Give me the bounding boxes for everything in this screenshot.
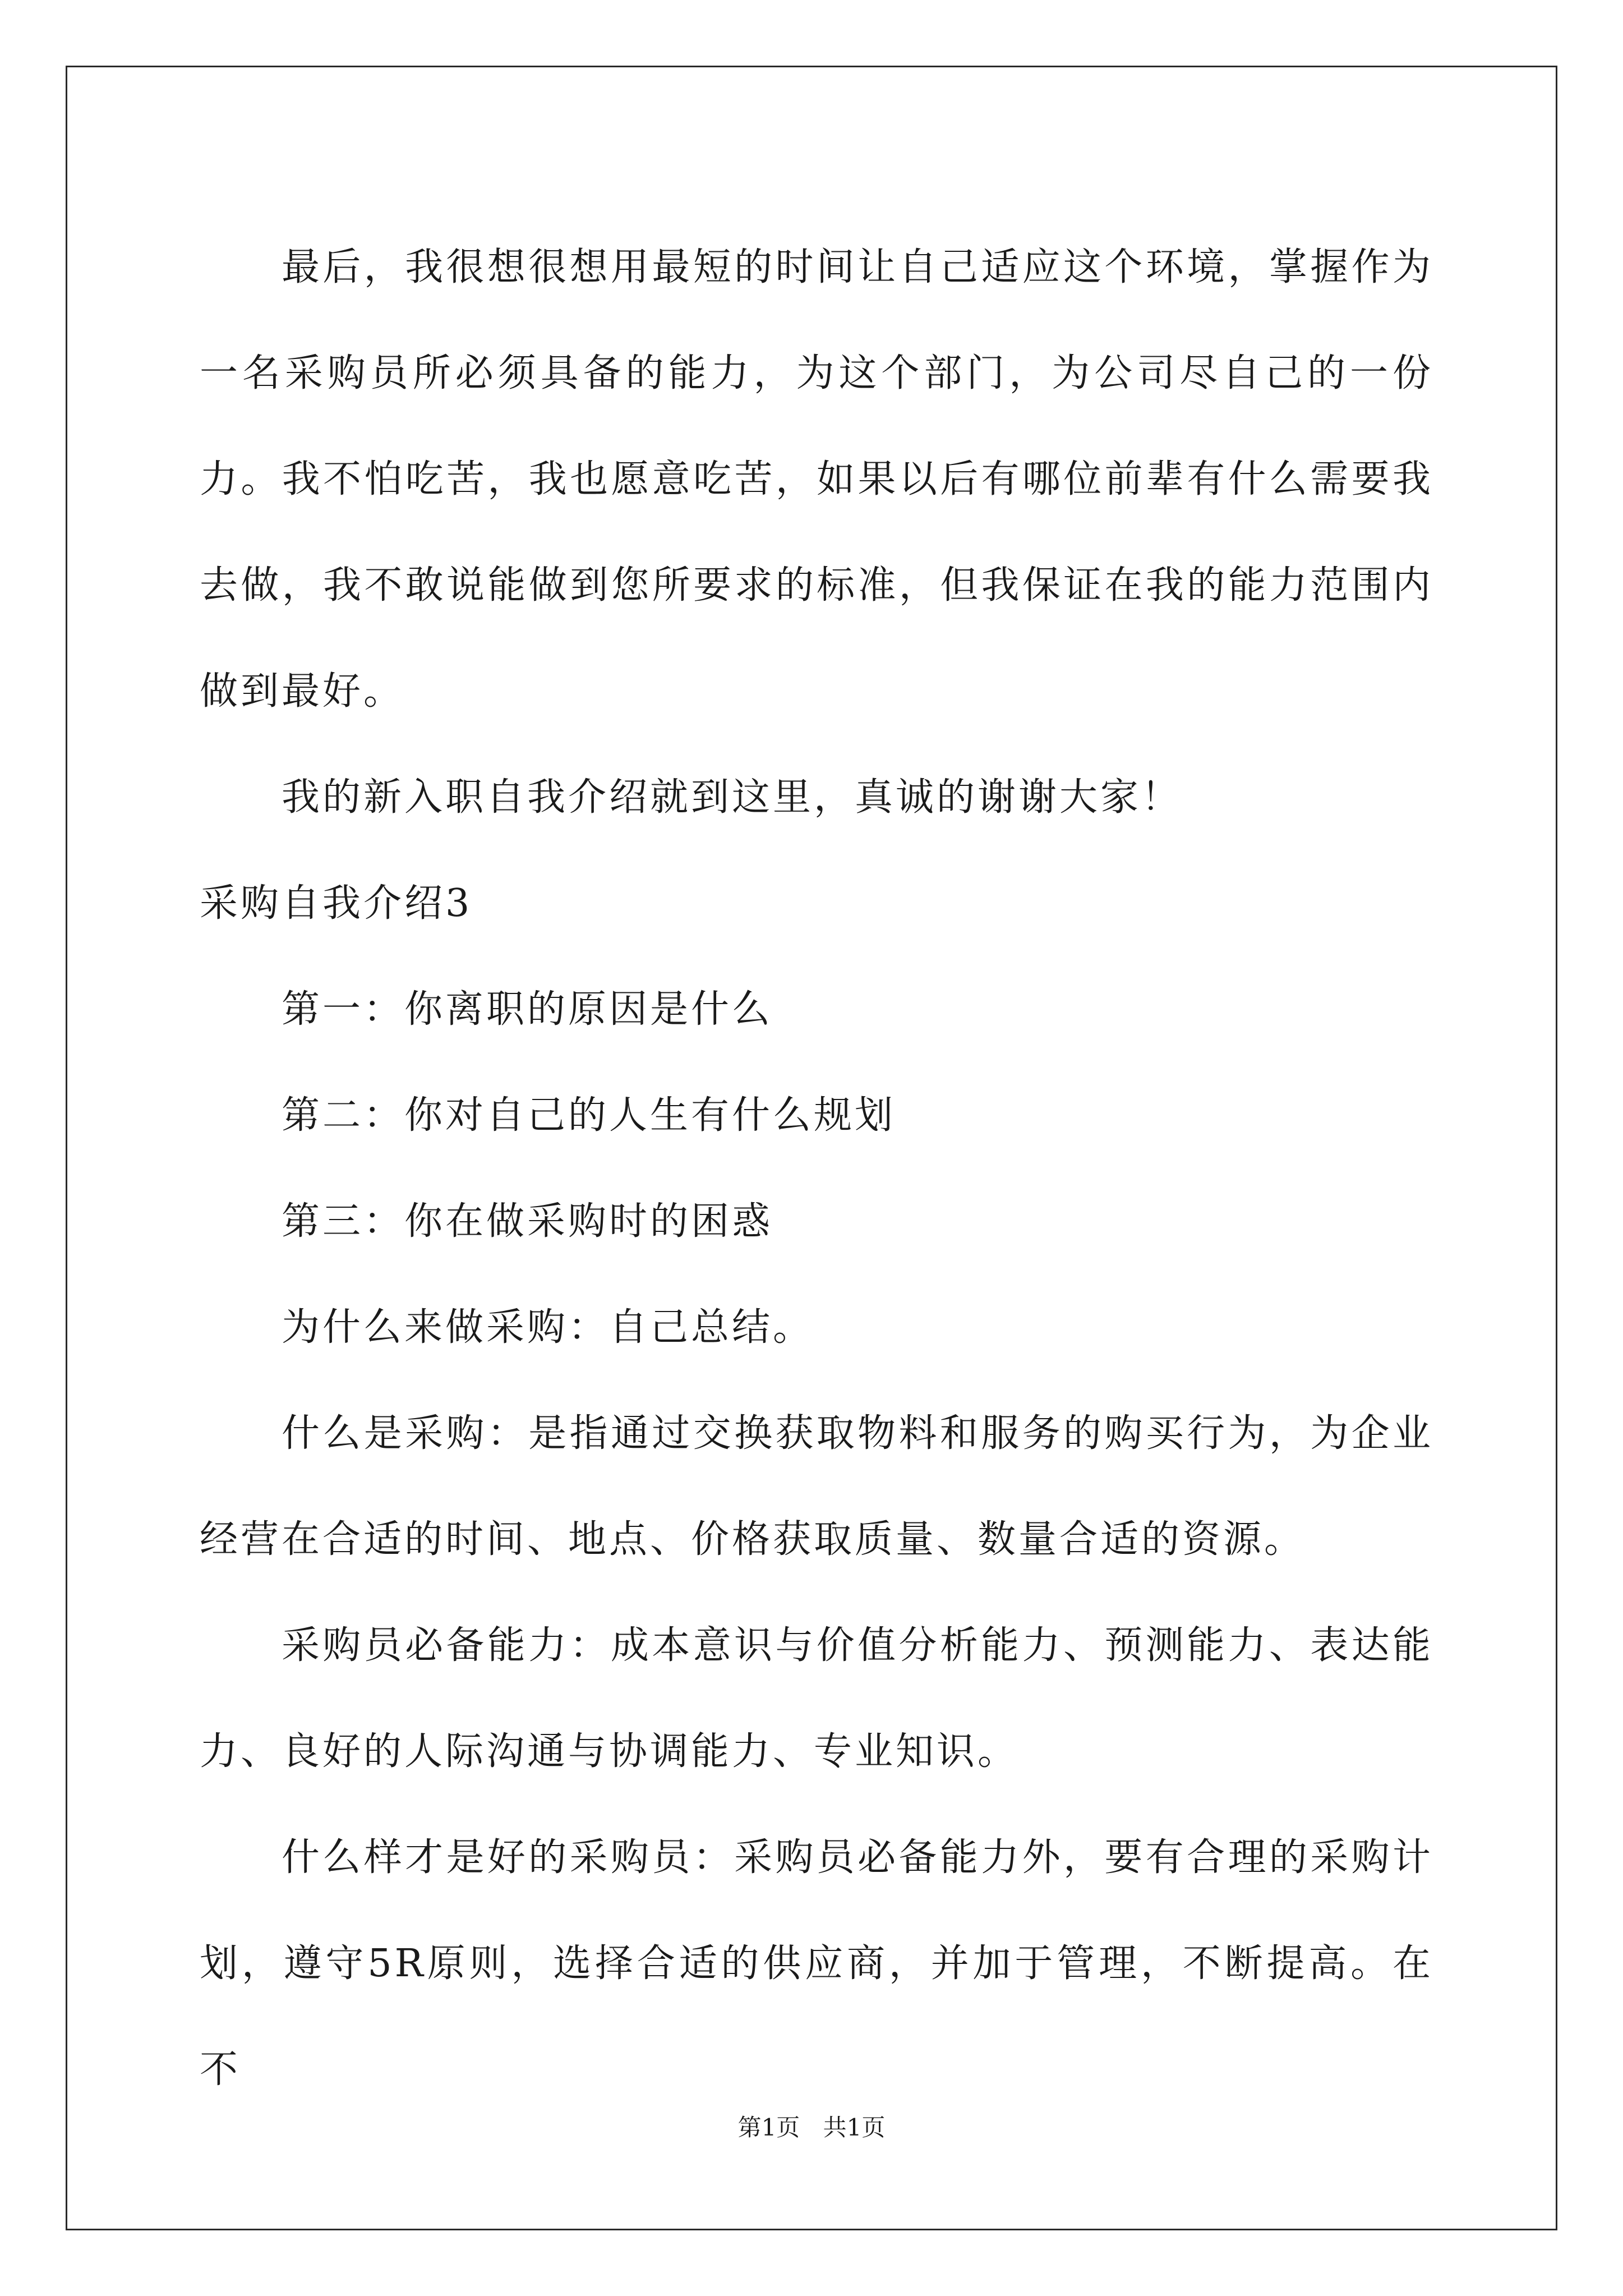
paragraph-why-purchasing: 为什么来做采购：自己总结。 xyxy=(282,1305,814,1350)
page-footer xyxy=(0,2109,1623,2143)
paragraph-good-buyer: 什么样才是好的采购员：采购员必备能力外，要有合理的采购计划，遵守5R原则，选择合适的供应商，并加于管理，不断提高。在不 xyxy=(200,1835,1433,2092)
paragraph-thanks: 我的新入职自我介绍就到这里，真诚的谢谢大家！ xyxy=(282,775,1183,820)
paragraph-what-is-purchasing: 什么是采购：是指通过交换获取物料和服务的购买行为，为企业经营在合适的时间、地点、价格获取质量、数量合适的资源。 xyxy=(200,1411,1433,1562)
paragraph-closing-remarks: 最后，我很想很想用最短的时间让自己适应这个环境，掌握作为一名采购员所必须具备的能力，为这个部门，为公司尽自己的一份力。我不怕吃苦，我也愿意吃苦，如果以后有哪位前辈有什么需要我去做，我不敢说能做到您所要求的标准，但我保证在我的能力范围内做到最好。 xyxy=(200,245,1433,714)
page-number: 第1页 xyxy=(737,2114,800,2141)
page-total: 共1页 xyxy=(823,2114,886,2141)
paragraph-question-2: 第二：你对自己的人生有什么规划 xyxy=(282,1093,896,1138)
paragraph-required-abilities: 采购员必备能力：成本意识与价值分析能力、预测能力、表达能力、良好的人际沟通与协调能力、专业知识。 xyxy=(200,1623,1433,1774)
paragraph-question-1: 第一：你离职的原因是什么 xyxy=(282,987,773,1032)
document-body xyxy=(200,214,1433,2123)
paragraph-question-3: 第三：你在做采购时的困惑 xyxy=(282,1199,773,1244)
section-heading: 采购自我介绍3 xyxy=(200,881,473,926)
